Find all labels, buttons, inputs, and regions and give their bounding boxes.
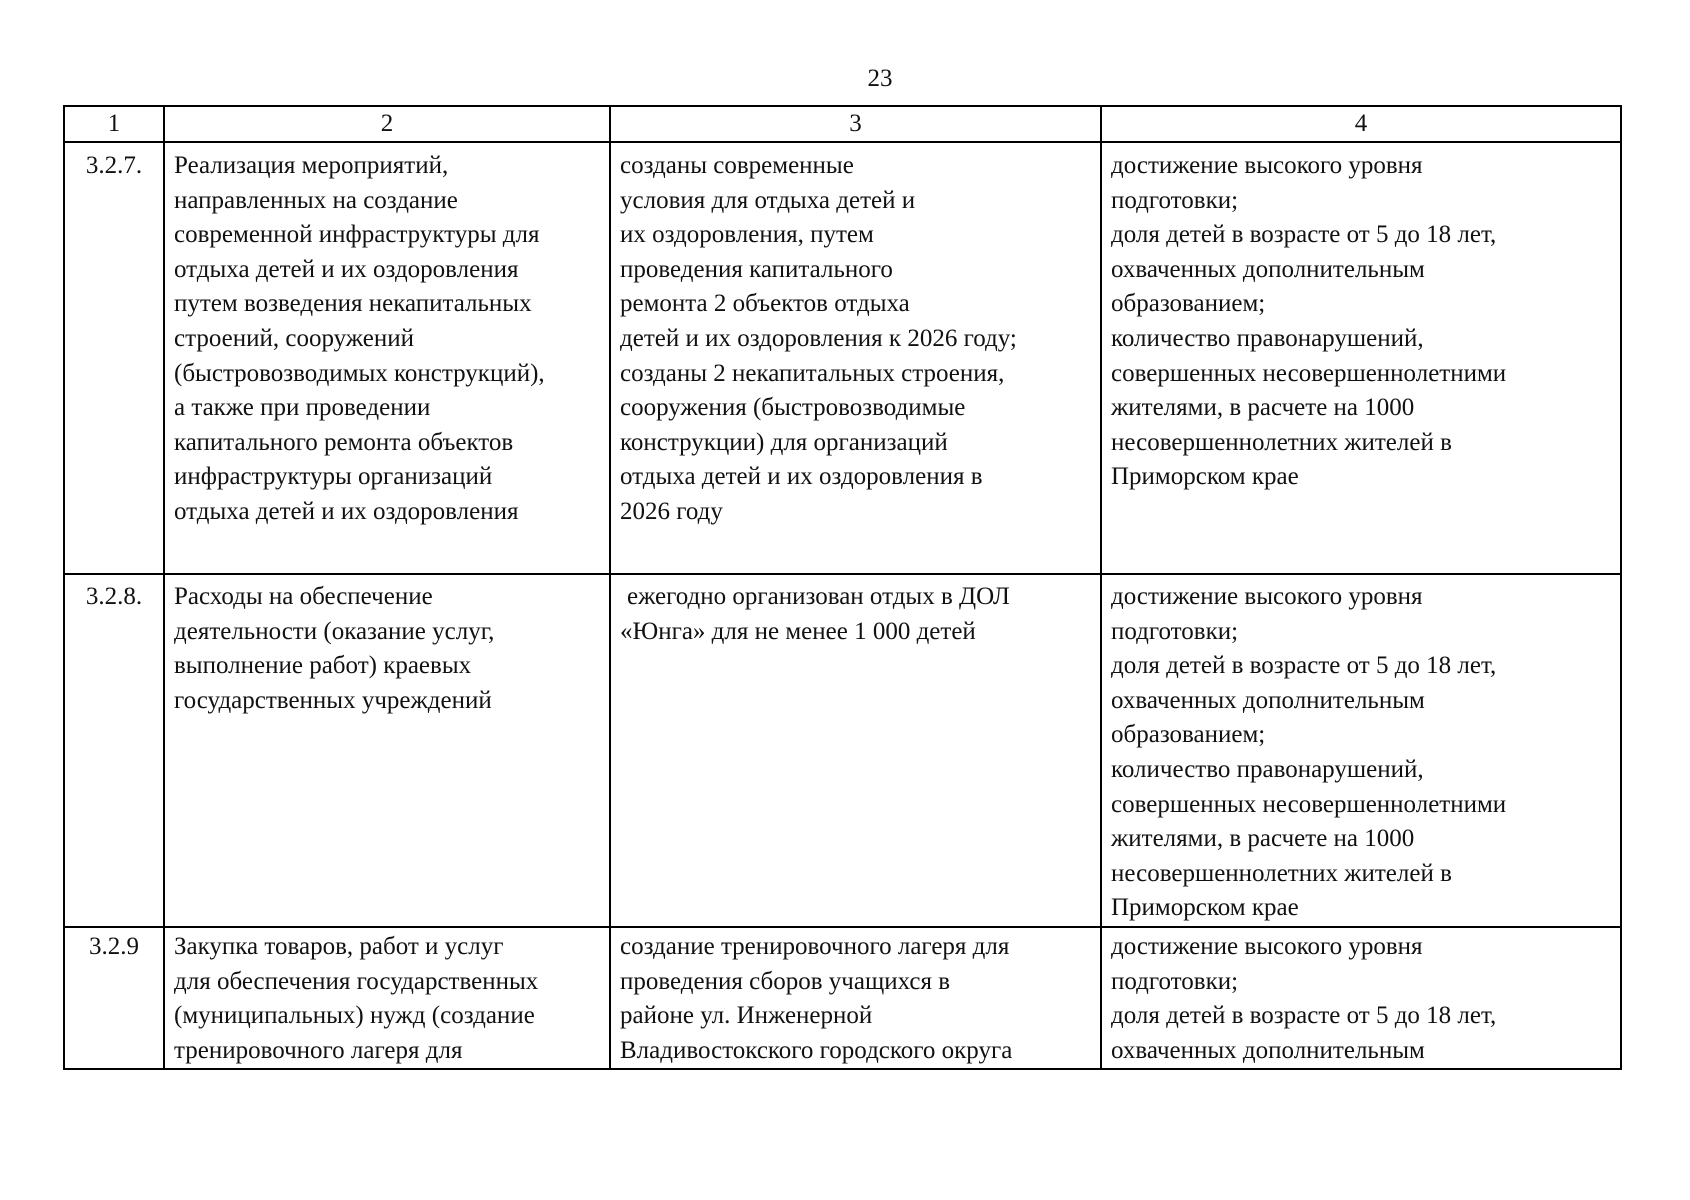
cell-text-line: количество правонарушений, [1111,324,1424,352]
cell-text-line: Расходы на обеспечение [174,583,433,610]
row-number: 3.2.8. [64,574,164,927]
indicator-cell [1101,142,1621,574]
cell-text-line: Приморском крае [1111,463,1299,491]
result-cell [610,927,1101,1069]
header-row [64,106,1621,142]
measure-name-cell [164,927,610,1069]
header-col-1: 1 [64,106,164,142]
cell-text-line: направленных на создание [174,186,458,214]
cell-text-line: районе ул. Инженерной [620,1002,873,1030]
cell-text-line: Закупка товаров, работ и услуг [174,932,504,960]
cell-text-line: отдыха детей и их оздоровления [174,497,519,525]
table-body [64,142,1621,1069]
cell-text-line: детей и их оздоровления к 2026 году; [620,324,1017,352]
table-row [64,142,1621,574]
cell-text-line: достижение высокого уровня [1111,932,1423,960]
cell-text-line: охваченных дополнительным [1111,1036,1425,1064]
cell-text-line: созданы 2 некапитальных строения, [620,359,1005,387]
cell-text-line: ежегодно организован отдых в ДОЛ [627,583,1010,610]
cell-text-line: современной инфраструктуры для [174,221,540,249]
cell-text-line: доля детей в возрасте от 5 до 18 лет, [1111,221,1497,249]
cell-text-line: Приморском крае [1111,894,1299,922]
cell-text-line: созданы современные [620,152,854,179]
cell-text-line: жителями, в расчете на 1000 [1111,394,1415,422]
cell-text-line: подготовки; [1111,967,1239,995]
cell-text-line: Владивостокского городского округа [620,1036,1013,1064]
table-header [64,106,1621,142]
cell-text-line: тренировочного лагеря для [174,1036,463,1064]
cell-text-line: совершенных несовершеннолетними [1111,359,1507,387]
cell-text-line: проведения капитального [620,255,893,283]
cell-text-line: (быстровозводимых конструкций), [174,359,545,387]
cell-text-line: их оздоровления, путем [620,221,874,249]
cell-text-line: конструкции) для организаций [620,428,948,456]
indicator-cell [1101,927,1621,1069]
cell-text-line: деятельности (оказание услуг, [174,617,495,645]
cell-text-line: охваченных дополнительным [1111,686,1425,714]
cell-text-line: подготовки; [1111,617,1239,645]
header-col-3: 3 [610,106,1101,142]
cell-text-line: Реализация мероприятий, [174,152,449,179]
cell-text-line: для обеспечения государственных [174,967,539,995]
cell-text-line: путем возведения некапитальных [174,290,532,318]
cell-text-line: (муниципальных) нужд (создание [174,1002,535,1030]
cell-text-line: отдыха детей и их оздоровления [174,255,519,283]
cell-text-line: капитального ремонта объектов [174,428,514,456]
page-number: 23 [867,65,893,92]
table-row [64,574,1621,927]
result-cell [610,574,1101,927]
cell-text-line: проведения сборов учащихся в [620,967,951,995]
measures-table [63,105,1622,1070]
cell-text-line: образованием; [1111,290,1266,318]
cell-text-line: несовершеннолетних жителей в [1111,428,1452,456]
cell-text-line: достижение высокого уровня [1111,152,1423,179]
cell-text-line: жителями, в расчете на 1000 [1111,825,1415,853]
cell-text-line: условия для отдыха детей и [620,186,916,214]
table-row [64,927,1621,1069]
measure-name-cell [164,574,610,927]
cell-text-line: несовершеннолетних жителей в [1111,859,1452,887]
cell-text-line: а также при проведении [174,394,431,422]
cell-text-line: доля детей в возрасте от 5 до 18 лет, [1111,652,1497,680]
cell-text-line: ремонта 2 объектов отдыха [620,290,910,318]
cell-text-line: доля детей в возрасте от 5 до 18 лет, [1111,1002,1497,1030]
cell-text-line: инфраструктуры организаций [174,463,493,491]
cell-text-line: создание тренировочного лагеря для [620,932,1010,960]
cell-text-line: отдыха детей и их оздоровления в [620,463,983,491]
cell-text-line: образованием; [1111,721,1266,749]
cell-text-line: выполнение работ) краевых [174,652,472,680]
cell-text-line: сооружения (быстровозводимые [620,394,966,422]
cell-text-line: государственных учреждений [174,686,492,714]
cell-text-line: совершенных несовершеннолетними [1111,790,1507,818]
cell-text-line: достижение высокого уровня [1111,583,1423,610]
cell-text-line: строений, сооружений [174,324,414,352]
header-col-2: 2 [164,106,610,142]
cell-text-line: охваченных дополнительным [1111,255,1425,283]
row-number: 3.2.9 [64,927,164,1069]
cell-text-line: 2026 году [620,497,723,525]
cell-text-line: подготовки; [1111,186,1239,214]
measure-name-cell [164,142,610,574]
header-col-4: 4 [1101,106,1621,142]
row-number: 3.2.7. [64,142,164,574]
result-cell [610,142,1101,574]
indicator-cell [1101,574,1621,927]
cell-text-line: количество правонарушений, [1111,755,1424,783]
cell-text-line: «Юнга» для не менее 1 000 детей [620,617,976,645]
